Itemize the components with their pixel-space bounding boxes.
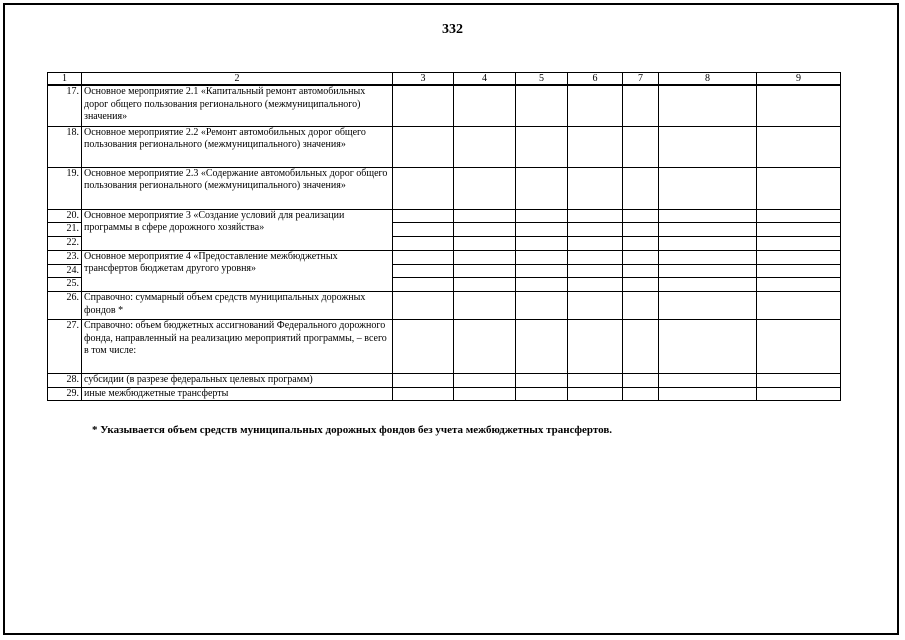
column-header: 5 (516, 73, 568, 86)
row-description: иные межбюджетные трансферты (82, 387, 393, 401)
column-header: 2 (82, 73, 393, 86)
row-number: 19. (48, 167, 82, 209)
row-number: 26. (48, 292, 82, 320)
row-number: 25. (48, 278, 82, 292)
row-description: Основное мероприятие 3 «Создание условий для реализации программы в сфере дорожного хозяйства» (82, 209, 393, 250)
table-row (48, 387, 841, 401)
column-header: 6 (568, 73, 623, 86)
table-row (48, 320, 841, 374)
header-row (48, 73, 841, 86)
row-description: субсидии (в разрезе федеральных целевых программ) (82, 374, 393, 388)
row-number: 23. (48, 250, 82, 264)
row-description: Основное мероприятие 4 «Предоставление межбюджетных трансфертов бюджетам другого уровня» (82, 250, 393, 292)
row-number: 22. (48, 237, 82, 251)
budget-table (47, 72, 841, 401)
column-header: 8 (659, 73, 757, 86)
row-number: 17. (48, 85, 82, 126)
table-row (48, 209, 841, 223)
row-number: 29. (48, 387, 82, 401)
row-description: Основное мероприятие 2.1 «Капитальный ремонт автомобильных дорог общего пользования регионального (межмуниципального) значения» (82, 85, 393, 126)
table-row (48, 250, 841, 264)
row-number: 24. (48, 264, 82, 278)
table-row (48, 85, 841, 126)
table-row (48, 374, 841, 388)
row-description: Основное мероприятие 2.3 «Содержание автомобильных дорог общего пользования регионального (межмуниципального) значения» (82, 167, 393, 209)
column-header: 3 (393, 73, 454, 86)
column-header: 4 (454, 73, 516, 86)
table-row (48, 126, 841, 167)
row-description: Справочно: суммарный объем средств муниципальных дорожных фондов * (82, 292, 393, 320)
row-number: 27. (48, 320, 82, 374)
table-row (48, 167, 841, 209)
row-number: 28. (48, 374, 82, 388)
column-header: 9 (757, 73, 841, 86)
column-header: 7 (623, 73, 659, 86)
row-number: 20. (48, 209, 82, 223)
column-header: 1 (48, 73, 82, 86)
footnote: * Указывается объем средств муниципальных дорожных фондов без учета межбюджетных трансфертов. (92, 424, 613, 436)
row-description: Справочно: объем бюджетных ассигнований Федерального дорожного фонда, направленный на реализацию мероприятий программы, – всего в том числе: (82, 320, 393, 374)
table-row (48, 292, 841, 320)
row-description: Основное мероприятие 2.2 «Ремонт автомобильных дорог общего пользования регионального (межмуниципального) значения» (82, 126, 393, 167)
row-number: 21. (48, 223, 82, 237)
row-number: 18. (48, 126, 82, 167)
page-number: 332 (442, 22, 463, 37)
